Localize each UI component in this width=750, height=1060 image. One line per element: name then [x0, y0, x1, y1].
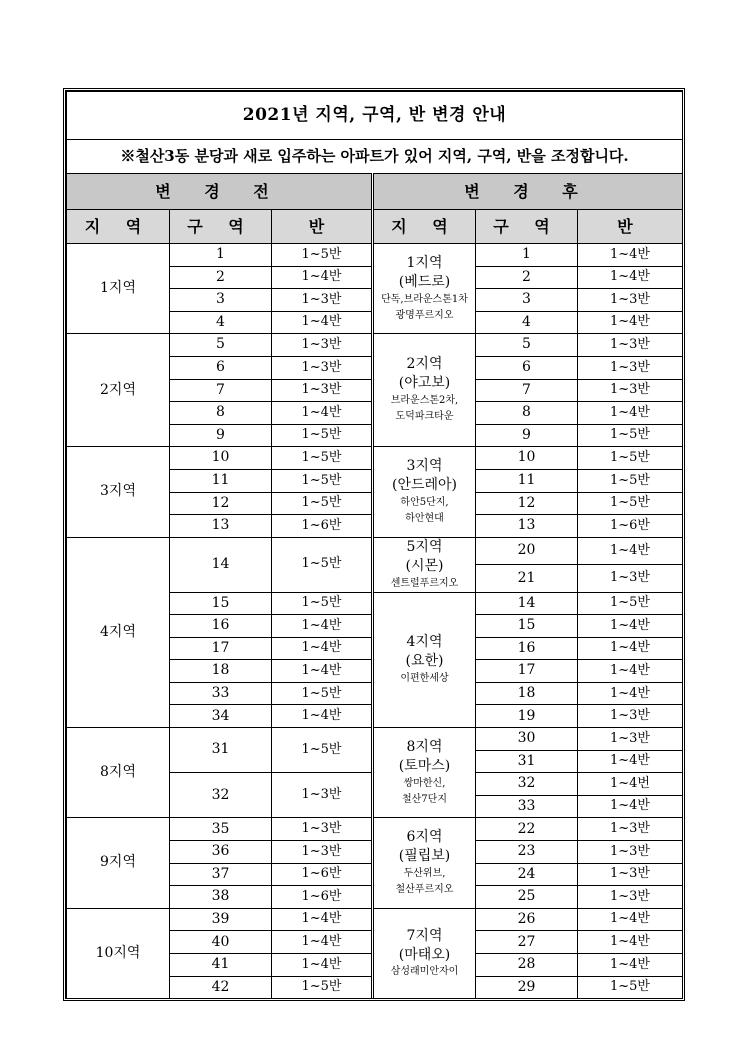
before-region-cell: 1지역 — [67, 244, 170, 334]
after-section-header: 변 경 후 — [373, 174, 683, 210]
after-region-cell — [373, 728, 476, 818]
after-ban-cell: 1~4반 — [578, 537, 683, 564]
before-ban-cell: 1~4반 — [272, 954, 373, 977]
before-zone-cell: 39 — [170, 908, 272, 931]
after-region-name: 3지역 — [406, 458, 443, 475]
after-zone-cell: 9 — [476, 424, 578, 447]
after-zone-cell: 33 — [476, 795, 578, 818]
after-zone-cell: 18 — [476, 682, 578, 705]
before-section-header: 변 경 전 — [67, 174, 373, 210]
region-change-table — [66, 91, 683, 999]
after-ban-cell: 1~4번 — [578, 773, 683, 796]
after-region-patron: (필립보) — [398, 848, 451, 865]
after-zone-cell: 19 — [476, 705, 578, 728]
after-zone-cell: 24 — [476, 863, 578, 886]
after-zone-cell: 31 — [476, 750, 578, 773]
before-region-cell: 2지역 — [67, 334, 170, 447]
before-ban-cell: 1~4반 — [272, 660, 373, 683]
before-zone-cell: 42 — [170, 976, 272, 999]
after-region-patron: (토마스) — [398, 757, 451, 774]
before-zone-cell: 35 — [170, 818, 272, 841]
after-region-apartments: 광명푸르지오 — [395, 309, 454, 321]
after-ban-header: 반 — [578, 210, 683, 244]
before-zone-cell: 11 — [170, 469, 272, 492]
after-region-apartments: 철산7단지 — [401, 793, 447, 805]
before-zone-cell: 16 — [170, 615, 272, 638]
after-ban-cell: 1~3반 — [578, 565, 683, 592]
after-region-cell — [373, 537, 476, 592]
before-zone-cell: 41 — [170, 954, 272, 977]
after-zone-header: 구 역 — [476, 210, 578, 244]
after-region-cell — [373, 592, 476, 728]
after-ban-cell: 1~3반 — [578, 728, 683, 751]
before-ban-cell: 1~4반 — [272, 615, 373, 638]
after-zone-cell: 14 — [476, 592, 578, 615]
before-zone-cell: 13 — [170, 515, 272, 538]
after-region-apartments: 하안5단지, — [400, 496, 449, 508]
before-ban-cell: 1~3반 — [272, 334, 373, 357]
before-zone-cell: 6 — [170, 356, 272, 379]
before-ban-cell: 1~5반 — [272, 244, 373, 267]
after-zone-cell: 20 — [476, 537, 578, 564]
before-region-cell: 8지역 — [67, 728, 170, 818]
after-zone-cell: 22 — [476, 818, 578, 841]
before-zone-cell: 14 — [170, 537, 272, 592]
before-zone-cell: 32 — [170, 773, 272, 818]
before-ban-cell: 1~5반 — [272, 537, 373, 592]
after-region-name: 6지역 — [406, 829, 443, 846]
after-zone-cell: 6 — [476, 356, 578, 379]
after-region-apartments: 쌍마한신, — [403, 777, 446, 789]
after-region-cell — [373, 818, 476, 908]
after-region-apartments: 도덕파크타운 — [395, 411, 454, 423]
after-zone-cell: 13 — [476, 515, 578, 538]
after-ban-cell: 1~4반 — [578, 660, 683, 683]
before-ban-cell: 1~5반 — [272, 447, 373, 470]
before-ban-cell: 1~5반 — [272, 976, 373, 999]
after-ban-cell: 1~5반 — [578, 976, 683, 999]
before-ban-cell: 1~5반 — [272, 728, 373, 773]
before-ban-cell: 1~3반 — [272, 841, 373, 864]
after-zone-cell: 1 — [476, 244, 578, 267]
after-region-apartments: 브라운스톤2차, — [390, 395, 459, 407]
before-zone-cell: 1 — [170, 244, 272, 267]
after-ban-cell: 1~4반 — [578, 615, 683, 638]
before-zone-cell: 31 — [170, 728, 272, 773]
change-notice-sheet — [63, 88, 685, 1001]
before-ban-cell: 1~4반 — [272, 637, 373, 660]
after-ban-cell: 1~4반 — [578, 795, 683, 818]
after-region-name: 1지역 — [406, 254, 443, 271]
before-zone-cell: 5 — [170, 334, 272, 357]
after-zone-cell: 7 — [476, 379, 578, 402]
before-ban-cell: 1~4반 — [272, 311, 373, 334]
after-zone-cell: 29 — [476, 976, 578, 999]
after-zone-cell: 32 — [476, 773, 578, 796]
after-region-patron: (야고보) — [398, 375, 451, 392]
after-ban-cell: 1~3반 — [578, 356, 683, 379]
table-row — [67, 334, 683, 357]
after-region-name: 8지역 — [406, 738, 443, 755]
before-zone-cell: 17 — [170, 637, 272, 660]
after-region-patron: (안드레아) — [391, 477, 458, 494]
after-zone-cell: 12 — [476, 492, 578, 515]
before-zone-header: 구 역 — [170, 210, 272, 244]
before-zone-cell: 10 — [170, 447, 272, 470]
before-ban-cell: 1~5반 — [272, 424, 373, 447]
before-ban-cell: 1~4반 — [272, 705, 373, 728]
after-zone-cell: 3 — [476, 289, 578, 312]
before-zone-cell: 7 — [170, 379, 272, 402]
after-ban-cell: 1~4반 — [578, 311, 683, 334]
before-zone-cell: 8 — [170, 402, 272, 425]
after-region-name: 7지역 — [406, 927, 443, 944]
after-ban-cell: 1~5반 — [578, 447, 683, 470]
after-ban-cell: 1~4반 — [578, 637, 683, 660]
before-ban-cell: 1~6반 — [272, 515, 373, 538]
after-region-patron: (베드로) — [398, 273, 451, 290]
before-region-cell: 9지역 — [67, 818, 170, 908]
after-ban-cell: 1~3반 — [578, 379, 683, 402]
after-zone-cell: 17 — [476, 660, 578, 683]
table-row — [67, 447, 683, 470]
after-ban-cell: 1~5반 — [578, 592, 683, 615]
after-ban-cell: 1~4반 — [578, 931, 683, 954]
after-region-patron: (시몬) — [405, 557, 444, 574]
after-region-patron: (요한) — [405, 652, 444, 669]
after-zone-cell: 11 — [476, 469, 578, 492]
table-row — [67, 244, 683, 267]
before-region-cell: 10지역 — [67, 908, 170, 998]
after-ban-cell: 1~3반 — [578, 334, 683, 357]
before-ban-cell: 1~5반 — [272, 469, 373, 492]
after-region-apartments: 이편한세상 — [400, 672, 449, 684]
table-row — [67, 728, 683, 751]
after-ban-cell: 1~4반 — [578, 750, 683, 773]
after-ban-cell: 1~3반 — [578, 818, 683, 841]
after-zone-cell: 25 — [476, 886, 578, 909]
after-region-apartments: 하안현대 — [405, 512, 444, 524]
after-ban-cell: 1~6반 — [578, 515, 683, 538]
after-zone-cell: 27 — [476, 931, 578, 954]
before-ban-cell: 1~5반 — [272, 492, 373, 515]
before-ban-cell: 1~4반 — [272, 908, 373, 931]
after-zone-cell: 8 — [476, 402, 578, 425]
after-ban-cell: 1~4반 — [578, 266, 683, 289]
after-zone-cell: 21 — [476, 565, 578, 592]
after-ban-cell: 1~3반 — [578, 863, 683, 886]
after-ban-cell: 1~4반 — [578, 908, 683, 931]
before-ban-cell: 1~5반 — [272, 682, 373, 705]
notice-text: ※철산3동 분당과 새로 입주하는 아파트가 있어 지역, 구역, 반을 조정합니다. — [67, 140, 683, 174]
after-region-apartments: 단독,브라운스톤1차 — [381, 293, 468, 305]
after-ban-cell: 1~5반 — [578, 469, 683, 492]
before-zone-cell: 15 — [170, 592, 272, 615]
before-ban-cell: 1~6반 — [272, 886, 373, 909]
after-region-apartments: 철산푸르지오 — [395, 884, 454, 896]
after-region-cell — [373, 908, 476, 998]
before-ban-cell: 1~3반 — [272, 356, 373, 379]
after-zone-cell: 10 — [476, 447, 578, 470]
before-zone-cell: 37 — [170, 863, 272, 886]
after-region-apartments: 삼성래미안자이 — [390, 966, 459, 978]
after-ban-cell: 1~5반 — [578, 424, 683, 447]
before-ban-cell: 1~3반 — [272, 289, 373, 312]
after-region-apartments: 두산위브, — [403, 868, 446, 880]
after-region-cell — [373, 334, 476, 447]
after-region-name: 4지역 — [406, 633, 443, 650]
before-zone-cell: 18 — [170, 660, 272, 683]
before-ban-cell: 1~4반 — [272, 931, 373, 954]
before-region-cell: 3지역 — [67, 447, 170, 537]
before-ban-header: 반 — [272, 210, 373, 244]
after-ban-cell: 1~3반 — [578, 886, 683, 909]
after-zone-cell: 4 — [476, 311, 578, 334]
table-row — [67, 537, 683, 564]
before-zone-cell: 33 — [170, 682, 272, 705]
before-ban-cell: 1~3반 — [272, 379, 373, 402]
before-zone-cell: 12 — [170, 492, 272, 515]
after-ban-cell: 1~4반 — [578, 402, 683, 425]
before-ban-cell: 1~6반 — [272, 863, 373, 886]
before-zone-cell: 34 — [170, 705, 272, 728]
before-zone-cell: 38 — [170, 886, 272, 909]
after-zone-cell: 26 — [476, 908, 578, 931]
before-region-header: 지 역 — [67, 210, 170, 244]
before-region-cell: 4지역 — [67, 537, 170, 727]
before-zone-cell: 2 — [170, 266, 272, 289]
after-zone-cell: 28 — [476, 954, 578, 977]
after-zone-cell: 5 — [476, 334, 578, 357]
after-region-cell — [373, 447, 476, 537]
before-ban-cell: 1~5반 — [272, 592, 373, 615]
table-row — [67, 908, 683, 931]
before-ban-cell: 1~4반 — [272, 402, 373, 425]
after-zone-cell: 2 — [476, 266, 578, 289]
before-zone-cell: 3 — [170, 289, 272, 312]
after-ban-cell: 1~4반 — [578, 682, 683, 705]
before-ban-cell: 1~4반 — [272, 266, 373, 289]
after-zone-cell: 15 — [476, 615, 578, 638]
after-zone-cell: 30 — [476, 728, 578, 751]
after-ban-cell: 1~3반 — [578, 289, 683, 312]
after-region-name: 2지역 — [406, 356, 443, 373]
after-region-header: 지 역 — [373, 210, 476, 244]
after-region-apartments: 센트럴푸르지오 — [390, 577, 459, 589]
after-zone-cell: 16 — [476, 637, 578, 660]
table-row — [67, 818, 683, 841]
before-zone-cell: 9 — [170, 424, 272, 447]
after-region-patron: (마태오) — [398, 946, 451, 963]
before-ban-cell: 1~3반 — [272, 773, 373, 818]
after-region-cell — [373, 244, 476, 334]
after-zone-cell: 23 — [476, 841, 578, 864]
after-ban-cell: 1~3반 — [578, 841, 683, 864]
after-ban-cell: 1~5반 — [578, 492, 683, 515]
after-region-name: 5지역 — [406, 538, 443, 555]
before-ban-cell: 1~3반 — [272, 818, 373, 841]
after-ban-cell: 1~4반 — [578, 244, 683, 267]
after-ban-cell: 1~3반 — [578, 705, 683, 728]
before-zone-cell: 36 — [170, 841, 272, 864]
after-ban-cell: 1~4반 — [578, 954, 683, 977]
before-zone-cell: 40 — [170, 931, 272, 954]
page-title: 2021년 지역, 구역, 반 변경 안내 — [67, 92, 683, 140]
before-zone-cell: 4 — [170, 311, 272, 334]
